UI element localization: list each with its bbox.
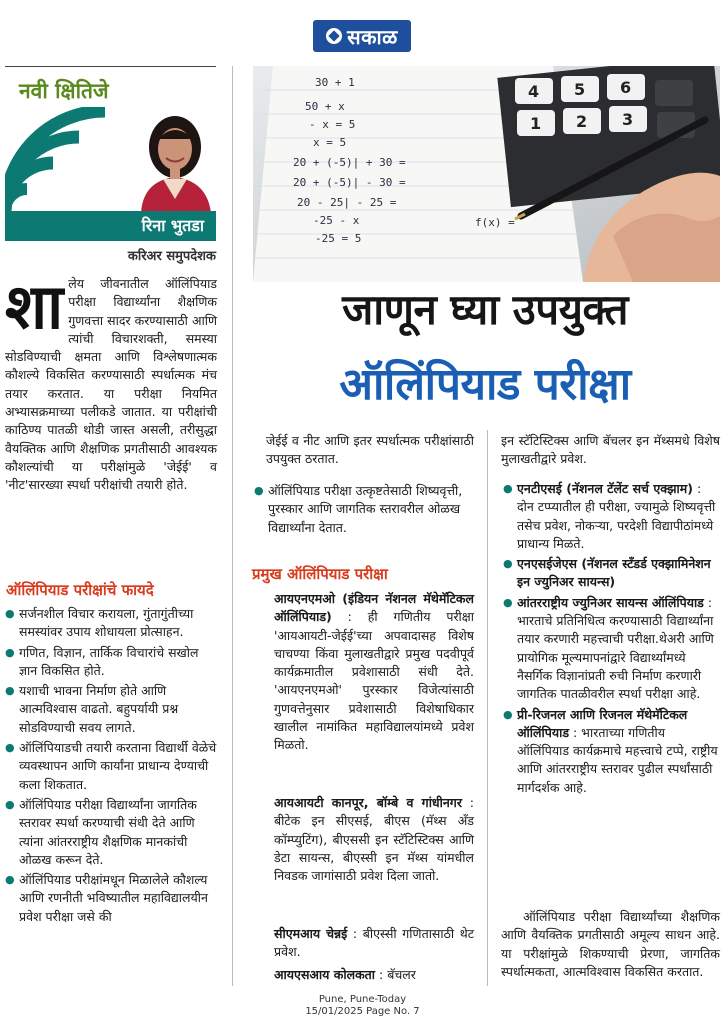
drop-cap: शा: [5, 270, 64, 343]
list-item: ● ऑलिंपियाड परीक्षा विद्यार्थ्यांना जागतिक स्तरावर स्पर्धा करण्याची संधी देते आणि त्यांना आंतरराष्ट्रीय शैक्षणिक मानकांची ओळख करून देते.: [3, 796, 217, 869]
formula-text: x = 5: [313, 136, 347, 149]
middle-bullets: [252, 482, 474, 539]
cmi-title: सीएमआय चेन्नई: [274, 926, 348, 941]
benefits-list: [3, 605, 217, 928]
hero-photo: [253, 66, 720, 282]
headline-line-1: जाणून घ्या उपयुक्त: [342, 285, 628, 334]
ntse-text: : दोन टप्प्यातील ही परीक्षा, ज्यामुळे शिष्यवृत्ती तसेच प्रवेश, नोकऱ्या, परदेशी विद्यापीठांमध्ये प्राधान्य मिळते.: [517, 481, 716, 551]
conclusion-text: ऑलिंपियाड परीक्षा विद्यार्थ्यांच्या शैक्षणिक आणि वैयक्तिक प्रगतीसाठी अमूल्य साधन आहे. या परीक्षांमुळे शिकण्याची प्रेरणा, जागतिक स्पर्धात्मकता, आत्मविश्वास विकसित करतात.: [501, 909, 720, 979]
iit-text: : बीटेक इन सीएसई, बीएस (मॅथ्स अँड कॉम्प्युटिंग), बीएससी इन स्टॅटिस्टिक्स आणि डेटा सायन्स, बीएस्सी इन मॅथ्स यांमधील निवडक जागांसाठी प्रवेश दिला जातो.: [274, 795, 474, 884]
cmi-text: : बीएस्सी गणितासाठी थेट प्रवेश.: [274, 926, 475, 960]
isi-paragraph: [252, 966, 474, 984]
list-item: ● गणित, विज्ञान, तार्किक विचारांचे सखोल ज्ञान विकसित होते.: [3, 644, 217, 681]
iit-title: आयआयटी कानपूर, बॉम्बे व गांधीनगर: [274, 795, 462, 810]
column-header: [5, 66, 216, 241]
calc-key: 4: [528, 82, 540, 101]
nsejs-title: एनएसईजेएस (नॅशनल स्टँडर्ड एक्झामिनेशन इन ज्युनिअर सायन्स): [517, 556, 711, 590]
conclusion-paragraph: [501, 908, 720, 981]
masthead-name: सकाळ: [347, 24, 398, 49]
logo-icon: [326, 28, 342, 44]
formula-text: - x = 5: [309, 118, 356, 131]
cmi-paragraph: [252, 925, 474, 962]
calc-key: 6: [620, 78, 632, 97]
page-footer: [0, 994, 725, 1018]
calc-key: 5: [574, 80, 586, 99]
inmo-title: आयएनएमओ (इंडियन नॅशनल मॅथेमॅटिकल ऑलिंपियाड): [274, 591, 474, 625]
headline-line-2: ऑलिंपियाड परीक्षा: [339, 359, 631, 410]
benefits-heading: ऑलिंपियाड परीक्षांचे फायदे: [6, 581, 154, 599]
prmo-text: : भारताच्या गणितीय ऑलिंपियाड कार्यक्रमाचे महत्त्वाचे टप्पे, राष्ट्रीय आणि आंतरराष्ट्रीय स्तरावर पुढील स्पर्धांसाठी मार्गदर्शक आहे.: [517, 724, 718, 795]
column-divider: [487, 430, 488, 986]
formula-text: -25 = 5: [315, 232, 362, 245]
formula-text: 20 + (-5)| + 30 =: [293, 156, 406, 169]
formula-text: 50 + x: [305, 100, 345, 113]
ijso-title: आंतरराष्ट्रीय ज्युनिअर सायन्स ऑलिंपियाड: [517, 594, 704, 610]
list-item: ● ऑलिंपियाड परीक्षा उत्कृष्टतेसाठी शिष्यवृत्ती, पुरस्कार आणि जागतिक स्तरावरील ओळख विद्यार्थ्यांना देतात.: [252, 482, 474, 537]
formula-text: 30 + 1: [315, 76, 355, 89]
footer-date-page: 15/01/2025 Page No. 7: [305, 1006, 420, 1017]
middle-continued: जेईई व नीट आणि इतर स्पर्धात्मक परीक्षांसाठी उपयुक्त ठरतात.: [266, 433, 474, 467]
list-item: ● ऑलिंपियाड परीक्षांमधून मिळालेले कौशल्य आणि रणनीती भविष्यातील महाविद्यालयीन प्रवेश परीक्षा जसे की: [3, 871, 217, 926]
author-designation: करिअर समुपदेशक: [127, 249, 216, 264]
inmo-text: : ही गणितीय परीक्षा 'आयआयटी-जेईई'च्या अपवादासह विशेष चाचण्या किंवा मुलाखतीद्वारे प्रमुख पदवीपूर्व कार्यक्रमातील प्रवेशासाठी संधी देते. 'आयएनएमओ' पुरस्कार विजेत्यांसाठी गुणवत्तेनुसार प्रवेशासाठी विशेषाधिकार खालील नामांकित महाविद्यालयांमध्ये प्रवेश मिळतो.: [274, 609, 474, 753]
list-item: ● यशाची भावना निर्माण होते आणि आत्मविश्वास वाढतो. बहुपर्यायी प्रश्न सोडविण्याची सवय लागते.: [3, 682, 217, 737]
list-item: ● ऑलिंपियाडची तयारी करताना विद्यार्थी वेळेचे व्यवस्थापन आणि कार्यांना प्राधान्य देण्याची कला शिकतात.: [3, 739, 217, 794]
column-divider: [232, 66, 233, 986]
prmo-title: प्री-रिजनल आणि रिजनल मॅथेमॅटिकल ऑलिंपियाड: [517, 706, 688, 740]
list-item: [501, 594, 720, 704]
masthead-logo: [313, 20, 411, 52]
formula-text: 20 + (-5)| - 30 =: [293, 176, 406, 189]
intro-text: लेय जीवनातील ऑलिंपियाड परीक्षा विद्यार्थ्यांना शैक्षणिक गुणवत्ता सादर करण्यासाठी आणि त्यांची विचारशक्ती, समस्या सोडविण्याची क्षमता आणि विश्लेषणात्मक कौशल्ये विकसित करण्यासाठी स्पर्धात्मक मंच तयार करतात. या परीक्षा नियमित अभ्यासक्रमाच्या पलीकडे जातात. या परीक्षांची काठिण्य पातळी थोडी जास्त असली, तरीसुद्धा वैयक्तिक आणि शैक्षणिक प्रगतीसाठी आवश्यक कौशल्यांची या परीक्षांमुळे 'जेईई' व 'नीट'सारख्या स्पर्धा परीक्षांची तयारी होते.: [5, 276, 217, 493]
calc-key: 2: [576, 112, 588, 131]
right-continued: इन स्टॅटिस्टिक्स आणि बॅचलर इन मॅथ्समधे विशेष मुलाखतीद्वारे प्रवेश.: [501, 433, 720, 467]
column-title: नवी क्षितिजे: [19, 79, 109, 103]
right-exams-list: [501, 480, 720, 799]
decorative-arcs-icon: [5, 107, 145, 211]
author-photo: [133, 103, 218, 213]
list-item: [501, 706, 720, 797]
formula-text: f(x) =: [475, 216, 515, 229]
author-name: रिना भुतडा: [5, 211, 216, 241]
intro-paragraph: [5, 270, 217, 495]
major-exams-heading: प्रमुख ऑलिंपियाड परीक्षा: [252, 565, 388, 583]
footer-edition: Pune, Pune-Today: [318, 994, 407, 1005]
list-item: [501, 555, 720, 592]
formula-text: -25 - x: [313, 214, 360, 227]
ijso-text: : भारताचे प्रतिनिधित्व करण्यासाठी विद्यार्थ्यांना तयार करणारी महत्त्वाची परीक्षा.थेअरी आणि प्रायोगिक मूल्यमापनांद्वारे विद्यार्थ्यांमध्ये नैसर्गिक विज्ञानांप्रती रुची निर्माण करणारी जागतिक पातळीवरील स्पर्धा परीक्षा आहे.: [517, 594, 714, 702]
calc-key: 3: [622, 110, 634, 129]
isi-title: आयएसआय कोलकता: [274, 967, 376, 982]
inmo-paragraph: [252, 590, 474, 755]
iit-paragraph: [252, 794, 474, 885]
isi-text: : बॅचलर: [379, 967, 416, 982]
calc-key: 1: [530, 114, 542, 133]
ntse-title: एनटीएसई (नॅशनल टॅलेंट सर्च एक्झाम): [517, 481, 693, 496]
formula-text: 20 - 25| - 25 =: [297, 196, 397, 209]
list-item: [501, 480, 720, 553]
list-item: ● सर्जनशील विचार करायला, गुंतागुंतीच्या समस्यांवर उपाय शोधायला प्रोत्साहन.: [3, 605, 217, 642]
